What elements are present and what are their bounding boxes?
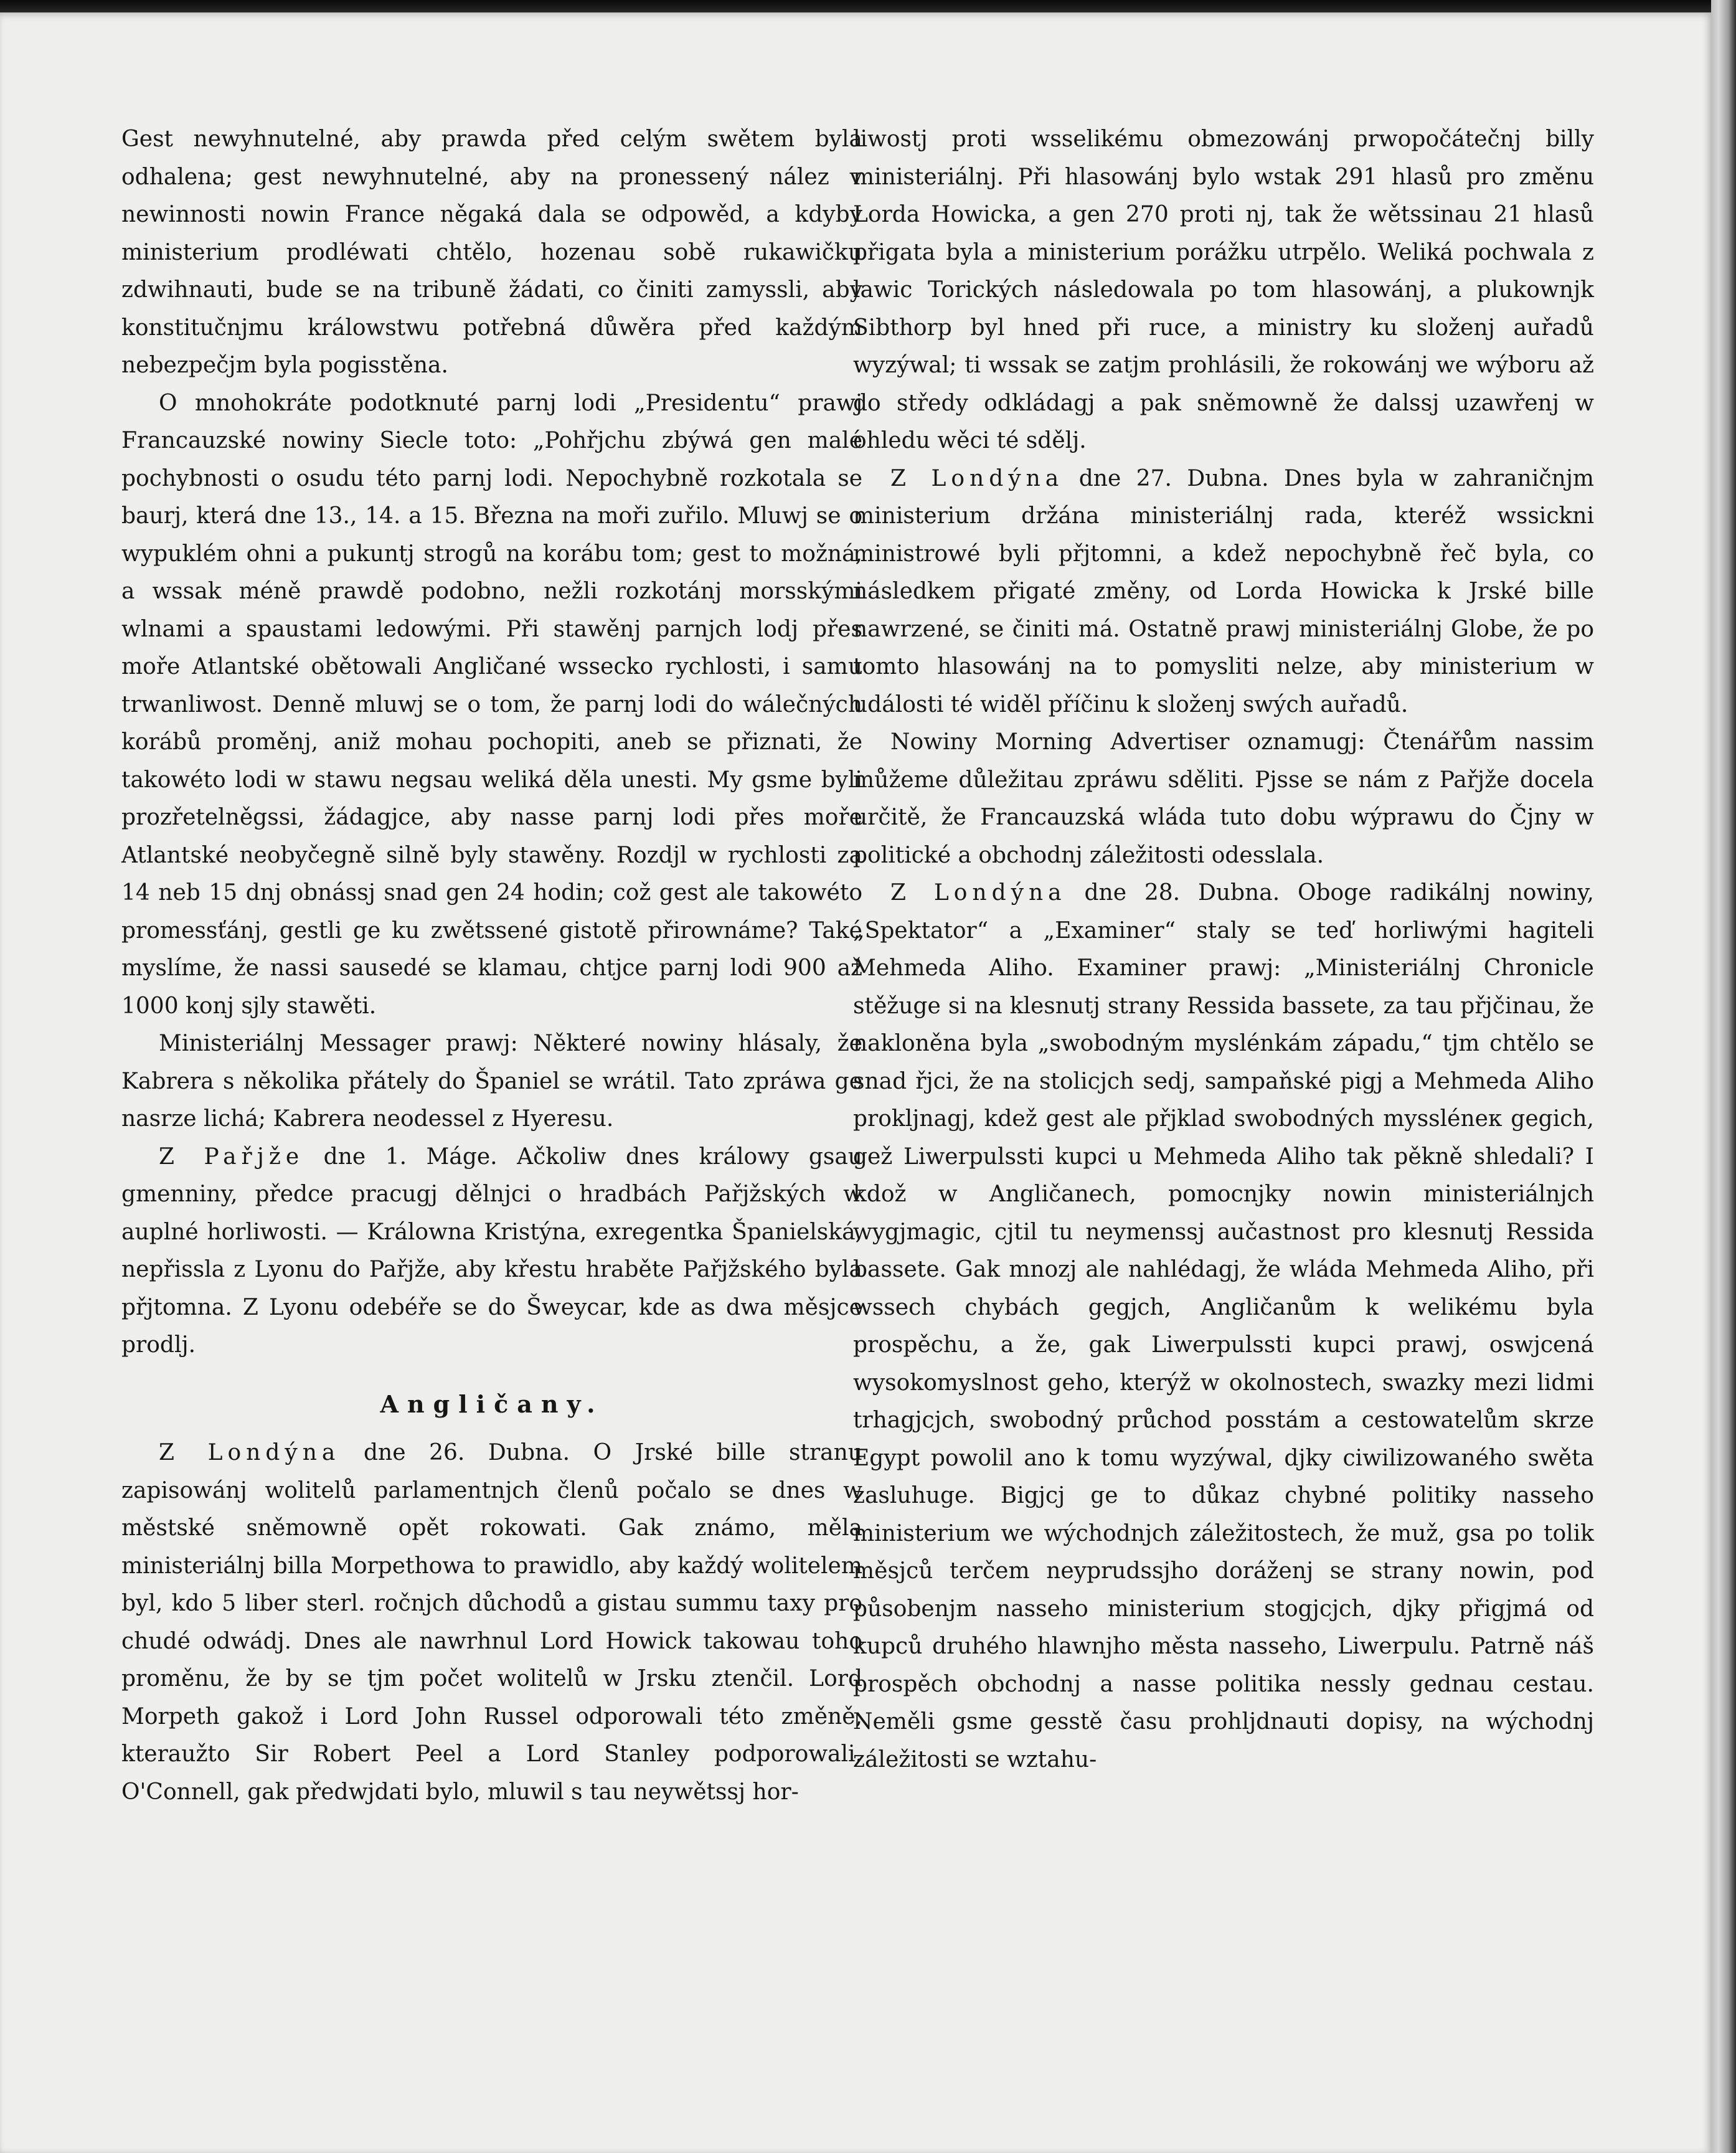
paragraph: Gest newyhnutelné, aby prawda před celým swětem byla odhalena; gest newyhnutelné, aby na pronessený nález v newinnosti nowin France něgaká dala se odpowěd, a kdyby ministerium prodléwati chtělo, hozenau sobě rukawičku zdwihnauti, bude se na tribuně žádati, co činiti zamyssli, aby konstitučnjmu králowstwu potřebná důwěra před každým nebezpečjm byla pogisstěna. [121, 126, 862, 378]
paragraph: O mnohokráte podotknuté parnj lodi „Presidentu“ prawj Francauzské nowiny Siecle toto: „Pohřjchu zbýwá gen malé pochybnosti o osudu této parnj lodi. Nepochybně rozkotala se baurj, která dne 13., 14. a 15. Března na moři zuřilo. Mluwj se o wypuklém ohni a pukuntj strogů na korábu tom; gest to možná, a wssak méně prawdě podobno, nežli rozkotánj morsskými wlnami a spaustami ledowými. Při stawěnj parnjch lodj přes moře Atlantské obětowali Angličané wssecko rychlosti, i samu trwanliwost. Denně mluwj se o tom, že parnj lodi do wálečných korábů proměnj, aniž mohau pochopiti, aneb se přiznati, že takowéto lodi w stawu negsau weliká děla unesti. My gsme byli prozřetelněgssi, žádagjce, aby nasse parnj lodi přes moře Atlantské neobyčegně silně byly stawěny. Rozdjl w rychlosti za 14 neb 15 dnj obnássj snad gen 24 hodin; což gest ale takowéto promessťánj, gestli ge ku zwětssené gistotě přirownáme? Také myslíme, že nassi sausedé se klamau, chtjce parnj lodi 900 až 1000 konj sjly stawěti. [121, 390, 862, 1019]
right-column [853, 121, 1594, 1779]
paragraph [853, 874, 1594, 1779]
paragraph-text: dne 26. Dubna. O Jrské bille stranu zapisowánj wolitelů parlamentnjch členů počalo se dnes w městské sněmowně opět rokowati. Gak známo, měla ministeriálnj billa Morpethowa to prawidlo, aby každý wolitelem byl, kdo 5 liber sterl. ročnjch důchodů a gistau summu taxy pro chudé odwádj. Dnes ale nawrhnul Lord Howick takowau toho proměnu, že by se tjm počet wolitelů w Jrsku ztenčil. Lord Morpeth gakož i Lord John Russel odporowali této změně, kteraužto Sir Robert Peel a Lord Stanley podporowali. O'Connell, gak předwjdati bylo, mluwil s tau neywětssj hor- [121, 1440, 862, 1805]
page-edge [1711, 0, 1736, 2153]
paragraph: Nowiny Morning Advertiser oznamugj: Čtenářům nassim můžeme důležitau zpráwu sděliti. Pjsse se nám z Pařjže docela určitě, že Francauzská wláda tuto dobu wýprawu do Čjny w politické a obchodnj záležitosti odesslala. [853, 729, 1594, 868]
section-heading: Angličany. [380, 1389, 604, 1418]
paragraph: Ministeriálnj Messager prawj: Některé nowiny hlásaly, že Kabrera s několika přátely do Španiel se wrátil. Tato zpráwa ge nasrze lichá; Kabrera neodessel z Hyeresu. [121, 1031, 862, 1132]
dateline: Z Londýna [890, 880, 1067, 906]
paragraph-text: dne 28. Dubna. Oboge radikálnj nowiny, „Spektator“ a „Examiner“ staly se teď horliwými hagiteli Mehmeda Aliho. Examiner prawj: „Ministeriálnj Chronicle stěžuge si na klesnutj strany Ressida bassete, za tau přjčinau, že nakloněna byla „swobodným myslénkám západu,“ tjm chtělo se snad řjci, že na stolicjch sedj, sampaňské pigj a Mehmeda Aliho proklјnagj, kdež gest ale přjklad swobodných myssléneк gegich, gež Liwerpulssti kupci u Mehmeda Aliho tak pěkně shledali? I kdož w Angličanech, pomocnjky nowin ministeriálnjch wygjmagic, cjtil tu neymenssj aučastnost pro klesnutj Ressida bassete. Gak mnozj ale nahlédagj, že wláda Mehmeda Aliho, při wssech chybách gegjch, Angličanům k welikému byla prospěchu, a že, gak Liwerpulssti kupci prawj, oswjcená wysokomyslnost geho, kterýž w okolnostech, swazky mezi lidmi trhagjcjch, swobodný průchod posstám a cestowatelům skrze Egypt powolil ano k tomu wyzýwal, djky ciwilizowaného swěta zasluhuge. Bigjcj ge to důkaz chybné politiky nasseho ministerium we wýchodnjch záležitostech, že muž, gsa po tolik měsjců terčem neyprudssjho dorážеnj se strany nowin, pod působenjm nasseho ministerium stogjcjch, djky přigjmá od kupců druhého hlawnjho města nasseho, Liwerpulu. Patrně náš prospěch obchodnj a nasse politika nessly gednau cestau. Neměli gsme gesstě času prohljdnauti dopisy, na wýchodnj záležitosti se wztahu- [853, 880, 1594, 1772]
dateline: Z Londýna [890, 465, 1064, 491]
paragraph [853, 460, 1594, 724]
scan-top-shadow [0, 0, 1736, 14]
dateline: Z Londýna [159, 1440, 341, 1465]
paragraph [121, 1138, 862, 1365]
paragraph [121, 1434, 862, 1811]
paragraph: liwostj proti wsselikému obmezowánj prwopočátečnj billy ministeriálnj. Při hlasowánj bylo wstak 291 hlasů pro změnu Lorda Howicka, a gen 270 proti nj, tak že wětssinau 21 hlasů přigata byla a ministerium porážku utrpělo. Weliká pochwala z lawic Torických následowala po tom hlasowánj, a plukownjk Sibthorp byl hned při ruce, a ministry ku složenj auřadů wyzýwal; ti wssak se zatjm prohlásili, že rokowánj we wýboru až do středy odkládagj a pak sněmowně že dalssj uzawřenj w ohledu wěci té sdělj. [853, 126, 1594, 453]
dateline: Z Pařjže [159, 1143, 304, 1170]
paragraph-text: dne 27. Dubna. Dnes byla w zahraničnjm ministerium držána ministeriálnj rada, kteréž wssickni ministrowé byli přjtomni, a kdež nepochybně řeč byla, co následkem přigaté změny, od Lorda Howicka k Jrské bille nawrzené, se činiti má. Ostatně prawj ministeriálnj Globe, že po tomto hlasowánj na to pomysliti nelze, aby ministerium w události té widěl příčinu k složenj swých auřadů. [853, 465, 1594, 717]
paragraph-text: dne 1. Máge. Ačkoliw dnes králowy gsau gmenniny, předce pracugj dělnjci o hradbách Pařjžských w auplné horliwosti. — Králowna Kristýna, exregentka Španielská, nepřissla z Lyonu do Pařjže, aby křestu hraběte Pařjžského byla přjtomna. Z Lyonu odebéře se do Šweycar, kde as dwa měsjce prodlj. [121, 1143, 862, 1358]
left-column [121, 121, 862, 1811]
